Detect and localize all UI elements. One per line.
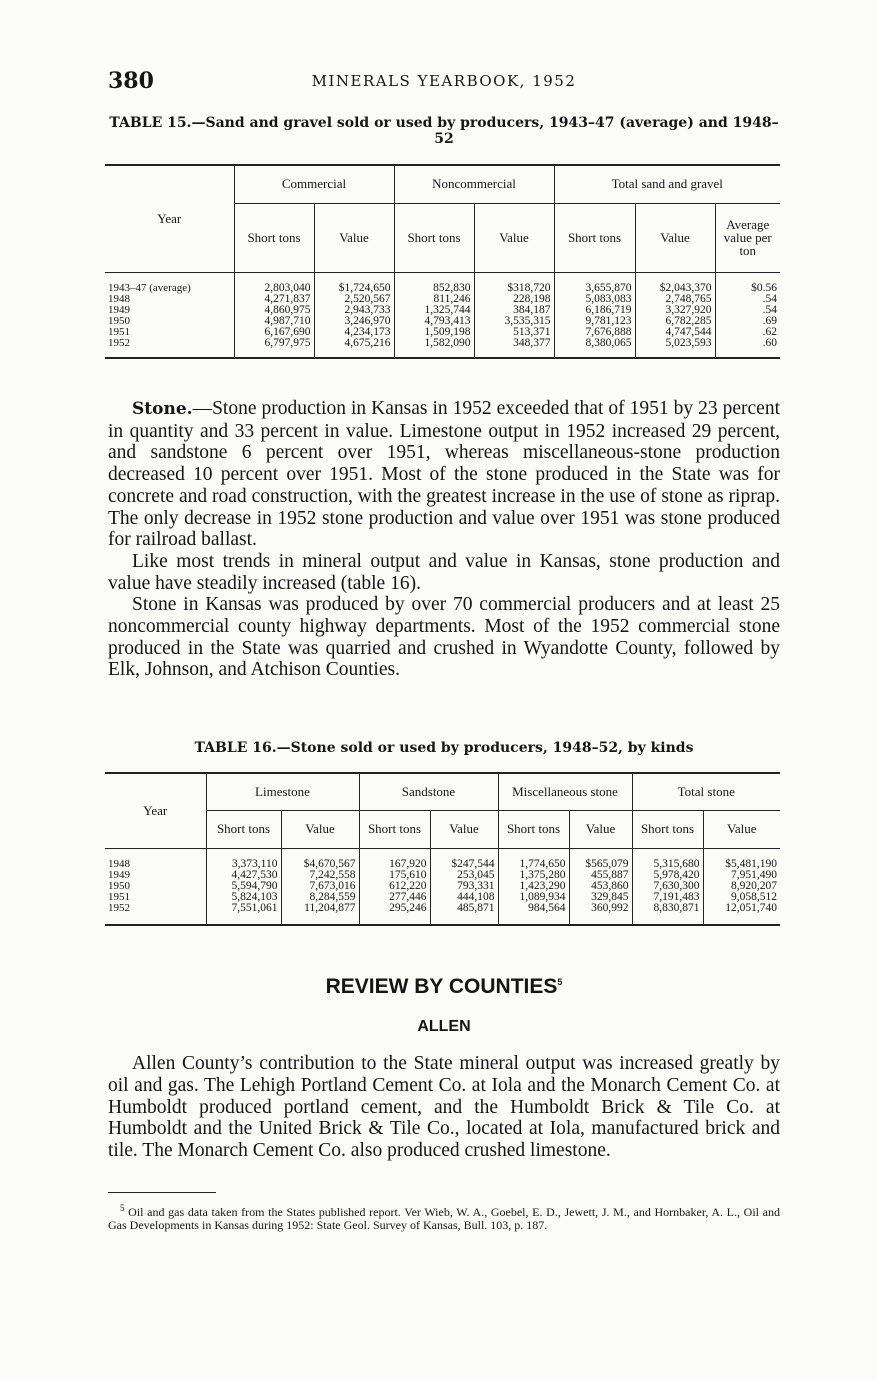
table16-body xyxy=(105,848,780,925)
table15-header-year: Year xyxy=(105,165,234,272)
table-cell: 3,535,315 xyxy=(474,316,554,327)
table15 xyxy=(105,164,780,359)
table-cell: 12,051,740 xyxy=(703,903,780,925)
table-cell: 253,045 xyxy=(430,870,498,881)
table-cell: 7,551,061 xyxy=(206,903,281,925)
table-cell: 453,860 xyxy=(569,881,632,892)
table-cell: 1,089,934 xyxy=(498,892,569,903)
row-year-cell: 1952 xyxy=(108,901,130,914)
table-cell: 5,978,420 xyxy=(632,870,703,881)
county-heading: ALLEN xyxy=(417,1018,471,1035)
table-cell: .69 xyxy=(715,316,780,327)
table-cell: 9,781,123 xyxy=(554,316,635,327)
table-cell: 5,315,680 xyxy=(632,848,703,870)
table-cell: 6,186,719 xyxy=(554,305,635,316)
table-cell: 8,380,065 xyxy=(554,338,635,358)
table-cell: 6,782,285 xyxy=(635,316,715,327)
table-cell: 4,234,173 xyxy=(314,327,394,338)
table16-header: Short tons xyxy=(359,810,430,848)
table-cell: 7,630,300 xyxy=(632,881,703,892)
footnote xyxy=(108,1202,780,1231)
table15-header: Short tons xyxy=(554,203,635,272)
table-cell: 2,520,567 xyxy=(314,294,394,305)
table-cell: $4,670,567 xyxy=(281,848,359,870)
table-cell: 8,920,207 xyxy=(703,881,780,892)
row-year-cell: 1949 xyxy=(108,303,130,316)
table-cell: 4,675,216 xyxy=(314,338,394,358)
table-cell: 2,803,040 xyxy=(234,272,314,294)
footnote-rule xyxy=(108,1192,216,1193)
table-cell: 7,951,490 xyxy=(703,870,780,881)
table-cell: 277,446 xyxy=(359,892,430,903)
table-row xyxy=(105,870,780,881)
table16-header: Value xyxy=(430,810,498,848)
table16-header: Value xyxy=(703,810,780,848)
table16 xyxy=(105,772,780,926)
table-cell: 485,871 xyxy=(430,903,498,925)
review-title-text: REVIEW BY COUNTIES xyxy=(325,975,558,998)
table-cell: 4,987,710 xyxy=(234,316,314,327)
table-cell: 295,246 xyxy=(359,903,430,925)
table16-group-misc-stone: Miscellaneous stone xyxy=(498,773,632,810)
table16-group-limestone: Limestone xyxy=(206,773,359,810)
table-cell: 513,371 xyxy=(474,327,554,338)
running-head: MINERALS YEARBOOK, 1952 xyxy=(311,72,577,90)
page-number: 380 xyxy=(108,68,154,94)
table-cell: 4,793,413 xyxy=(394,316,474,327)
table-cell: .54 xyxy=(715,294,780,305)
table-cell: 1,375,280 xyxy=(498,870,569,881)
table-cell: 175,610 xyxy=(359,870,430,881)
table15-body xyxy=(105,272,780,358)
stone-section xyxy=(108,398,780,681)
table-cell: 7,673,016 xyxy=(281,881,359,892)
table-cell: $0.56 xyxy=(715,272,780,294)
table-cell: 3,246,970 xyxy=(314,316,394,327)
table-cell: $247,544 xyxy=(430,848,498,870)
table16-header: Short tons xyxy=(498,810,569,848)
table-row xyxy=(105,881,780,892)
table-cell: .60 xyxy=(715,338,780,358)
table15-group-noncommercial: Noncommercial xyxy=(394,165,554,203)
row-year-cell: 1948 xyxy=(108,857,130,870)
table-row xyxy=(105,338,780,358)
page-header xyxy=(108,68,780,96)
table15-header: Value xyxy=(474,203,554,272)
table-cell: 455,887 xyxy=(569,870,632,881)
table-cell: 8,284,559 xyxy=(281,892,359,903)
table-cell: 984,564 xyxy=(498,903,569,925)
table-cell: 793,331 xyxy=(430,881,498,892)
table-cell: 4,860,975 xyxy=(234,305,314,316)
table16-group-total-stone: Total stone xyxy=(632,773,780,810)
row-year-cell: 1948 xyxy=(108,292,130,305)
table15-header: Value xyxy=(635,203,715,272)
table-cell: 2,943,733 xyxy=(314,305,394,316)
table-cell: 384,187 xyxy=(474,305,554,316)
table15-header: Short tons xyxy=(234,203,314,272)
table-cell: .62 xyxy=(715,327,780,338)
table-cell: 9,058,512 xyxy=(703,892,780,903)
table-cell: 7,242,558 xyxy=(281,870,359,881)
table-cell: 5,824,103 xyxy=(206,892,281,903)
table16-header: Short tons xyxy=(632,810,703,848)
table-cell: $1,724,650 xyxy=(314,272,394,294)
table-cell: .54 xyxy=(715,305,780,316)
table-cell: 1,582,090 xyxy=(394,338,474,358)
stone-paragraph-1: —Stone production in Kansas in 1952 exceeded that of 1951 by 23 percent in quantity and 33 percent in value. Limestone output in 1952 increased 29 percent, and sandstone 6 percent over 1951, whereas miscellaneous-stone production decreased 10 percent over 1951. Most of the stone produced in the State was for concrete and road construction, with the greatest increase in the use of stone as riprap. The only decrease in 1952 stone production and value over 1951 was stone produced for railroad ballast. xyxy=(108,398,780,551)
table15-group-commercial: Commercial xyxy=(234,165,394,203)
table-cell: 8,830,871 xyxy=(632,903,703,925)
review-title xyxy=(108,975,780,999)
table-cell: 3,327,920 xyxy=(635,305,715,316)
table16-group-sandstone: Sandstone xyxy=(359,773,498,810)
table-cell: $5,481,190 xyxy=(703,848,780,870)
stone-paragraph-3: Stone in Kansas was produced by over 70 commercial producers and at least 25 noncommercial county highway departments. Most of the 1952 commercial stone produced in the State was quarried and crushed in Wyandotte County, followed by Elk, Johnson, and Atchison Counties. xyxy=(108,594,780,681)
table-cell: 360,992 xyxy=(569,903,632,925)
table-cell: 1,774,650 xyxy=(498,848,569,870)
table-row xyxy=(105,848,780,870)
table-cell: 5,083,083 xyxy=(554,294,635,305)
table-cell: $565,079 xyxy=(569,848,632,870)
table-cell: $2,043,370 xyxy=(635,272,715,294)
review-footnote-mark: 5 xyxy=(557,977,563,987)
table-cell: 7,676,888 xyxy=(554,327,635,338)
table16-header: Short tons xyxy=(206,810,281,848)
table16-caption: TABLE 16.—Stone sold or used by producers, 1948–52, by kinds xyxy=(194,740,694,756)
table-cell: $318,720 xyxy=(474,272,554,294)
table15-header: Value xyxy=(314,203,394,272)
table-cell: 11,204,877 xyxy=(281,903,359,925)
stone-lead: Stone. xyxy=(132,399,193,419)
row-year-cell: 1952 xyxy=(108,336,130,349)
table-cell: 1,325,744 xyxy=(394,305,474,316)
table-cell: 7,191,483 xyxy=(632,892,703,903)
table-cell: 1,509,198 xyxy=(394,327,474,338)
table-cell: 228,198 xyxy=(474,294,554,305)
table-cell: 3,655,870 xyxy=(554,272,635,294)
table15-group-total: Total sand and gravel xyxy=(554,165,780,203)
allen-section xyxy=(108,1053,780,1162)
row-year-cell: 1951 xyxy=(108,890,130,903)
footnote-mark: 5 xyxy=(120,1203,125,1213)
table-cell: 4,271,837 xyxy=(234,294,314,305)
table-cell: 612,220 xyxy=(359,881,430,892)
table-cell: 444,108 xyxy=(430,892,498,903)
table-cell: 4,747,544 xyxy=(635,327,715,338)
table-cell: 3,373,110 xyxy=(206,848,281,870)
table-cell: 852,830 xyxy=(394,272,474,294)
table-cell: 348,377 xyxy=(474,338,554,358)
row-year-cell: 1951 xyxy=(108,325,130,338)
table-row xyxy=(105,892,780,903)
row-year-cell: 1950 xyxy=(108,314,130,327)
row-year-cell: 1943–47 (average) xyxy=(108,281,191,294)
table-cell: 1,423,290 xyxy=(498,881,569,892)
stone-paragraph-2: Like most trends in mineral output and value in Kansas, stone production and value have steadily increased (table 16). xyxy=(108,550,780,594)
table16-header-year: Year xyxy=(105,773,206,848)
table-cell: 5,594,790 xyxy=(206,881,281,892)
table-row xyxy=(105,272,780,294)
table-row xyxy=(105,327,780,338)
row-year-cell: 1949 xyxy=(108,868,130,881)
table16-header: Value xyxy=(569,810,632,848)
table-row xyxy=(105,316,780,327)
table15-caption: TABLE 15.—Sand and gravel sold or used by producers, 1943–47 (average) and 1948–52 xyxy=(109,115,779,147)
row-year-cell: 1950 xyxy=(108,879,130,892)
table-cell: 4,427,530 xyxy=(206,870,281,881)
allen-paragraph: Allen County’s contribution to the State mineral output was increased greatly by oil and gas. The Lehigh Portland Cement Co. at Iola and the Monarch Cement Co. at Humboldt produced portland cement, and the Humboldt Brick & Tile Co. at Humboldt and the United Brick & Tile Co., located at Iola, manufactured brick and tile. The Monarch Cement Co. also produced crushed limestone. xyxy=(108,1053,780,1162)
table-cell: 167,920 xyxy=(359,848,430,870)
table-cell: 6,797,975 xyxy=(234,338,314,358)
footnote-text: Oil and gas data taken from the States published report. Ver Wieb, W. A., Goebel, E. D., Jewett, J. M., and Hornbaker, A. L., Oil and Gas Developments in Kansas during 1952: State Geol. Survey of Kansas, Bull. 103, p. 187. xyxy=(108,1205,780,1232)
table-row xyxy=(105,294,780,305)
table-cell: 6,167,690 xyxy=(234,327,314,338)
table15-header: Average value per ton xyxy=(715,203,780,272)
table-row xyxy=(105,305,780,316)
table-row xyxy=(105,903,780,925)
table-cell: 811,246 xyxy=(394,294,474,305)
table-cell: 5,023,593 xyxy=(635,338,715,358)
table16-header: Value xyxy=(281,810,359,848)
table15-header: Short tons xyxy=(394,203,474,272)
table-cell: 329,845 xyxy=(569,892,632,903)
table-cell: 2,748,765 xyxy=(635,294,715,305)
